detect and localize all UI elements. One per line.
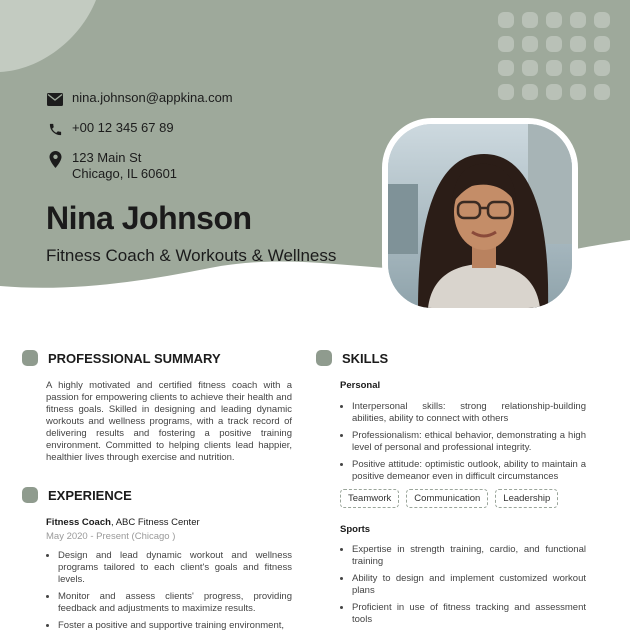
skills-title: SKILLS: [342, 350, 389, 366]
list-item: • Design and lead dynamic workout and wellness programs tailored to each client's goals and fitness levels.: [58, 550, 292, 586]
address-text: [72, 150, 177, 182]
list-item: • Interpersonal skills: strong relationship-building abilities, ability to connect with others: [352, 401, 586, 425]
section-bullet-icon: [22, 350, 38, 366]
list-item: • Expertise in strength training, cardio, and functional training: [352, 544, 586, 568]
section-bullet-icon: [316, 350, 332, 366]
personal-skills-list: [340, 401, 586, 488]
personal-label: Personal: [340, 380, 381, 391]
experience-bullets: [46, 550, 292, 630]
summary-text: A highly motivated and certified fitness coach with a passion for empowering clients to achieve their health and fitness goals. Skilled in designing and leading dynamic workouts and wellness programs, with a track record of delivering results and fostering a positive training environment. Committed to helping clients lead happier, healthier lives through exercise and nutrition.: [46, 380, 292, 463]
section-bullet-icon: [22, 487, 38, 503]
list-item: • Proficient in use of fitness tracking and assessment tools: [352, 602, 586, 626]
list-item: • Foster a positive and supportive training environment,: [58, 620, 292, 630]
job-title: Fitness Coach: [46, 517, 111, 528]
summary-title: PROFESSIONAL SUMMARY: [48, 350, 221, 366]
contact-address: [46, 150, 233, 182]
skill-tag: Teamwork: [340, 489, 399, 508]
person-title: Fitness Coach & Workouts & Wellness: [46, 246, 337, 265]
sports-skills-list: [340, 544, 586, 630]
list-item: • Monitor and assess clients' progress, providing feedback and adjustments to maximize results.: [58, 591, 292, 615]
job-company: , ABC Fitness Center: [110, 517, 200, 528]
list-item: • Professionalism: ethical behavior, demonstrating a high level of personal and professional integrity.: [352, 430, 586, 454]
experience-heading: [22, 487, 132, 503]
phone-icon: [46, 120, 64, 138]
profile-photo: [382, 118, 578, 314]
email-text[interactable]: nina.johnson@appkina.com: [72, 90, 233, 105]
skill-tag: Leadership: [495, 489, 558, 508]
person-name: Nina Johnson: [46, 200, 252, 236]
job-heading: [46, 517, 200, 528]
contact-block: [46, 90, 233, 192]
summary-heading: [22, 350, 221, 366]
job-dates: May 2020 - Present (Chicago ): [46, 531, 176, 542]
skills-heading: [316, 350, 388, 366]
list-item: • Positive attitude: optimistic outlook, ability to maintain a positive demeanor even in difficult circumstances: [352, 459, 586, 483]
address-line2: Chicago, IL 60601: [72, 166, 178, 181]
experience-title: EXPERIENCE: [48, 487, 132, 503]
sports-label: Sports: [340, 524, 371, 535]
contact-email: [46, 90, 233, 108]
location-pin-icon: [46, 150, 64, 168]
skill-tags: [340, 489, 565, 508]
decorative-dot-grid: [498, 12, 610, 100]
contact-phone: [46, 120, 233, 138]
list-item: • Ability to design and implement customized workout plans: [352, 573, 586, 597]
address-line1: 123 Main St: [72, 150, 142, 165]
skill-tag: Communication: [406, 489, 488, 508]
envelope-icon: [46, 90, 64, 108]
phone-text[interactable]: +00 12 345 67 89: [72, 120, 174, 135]
